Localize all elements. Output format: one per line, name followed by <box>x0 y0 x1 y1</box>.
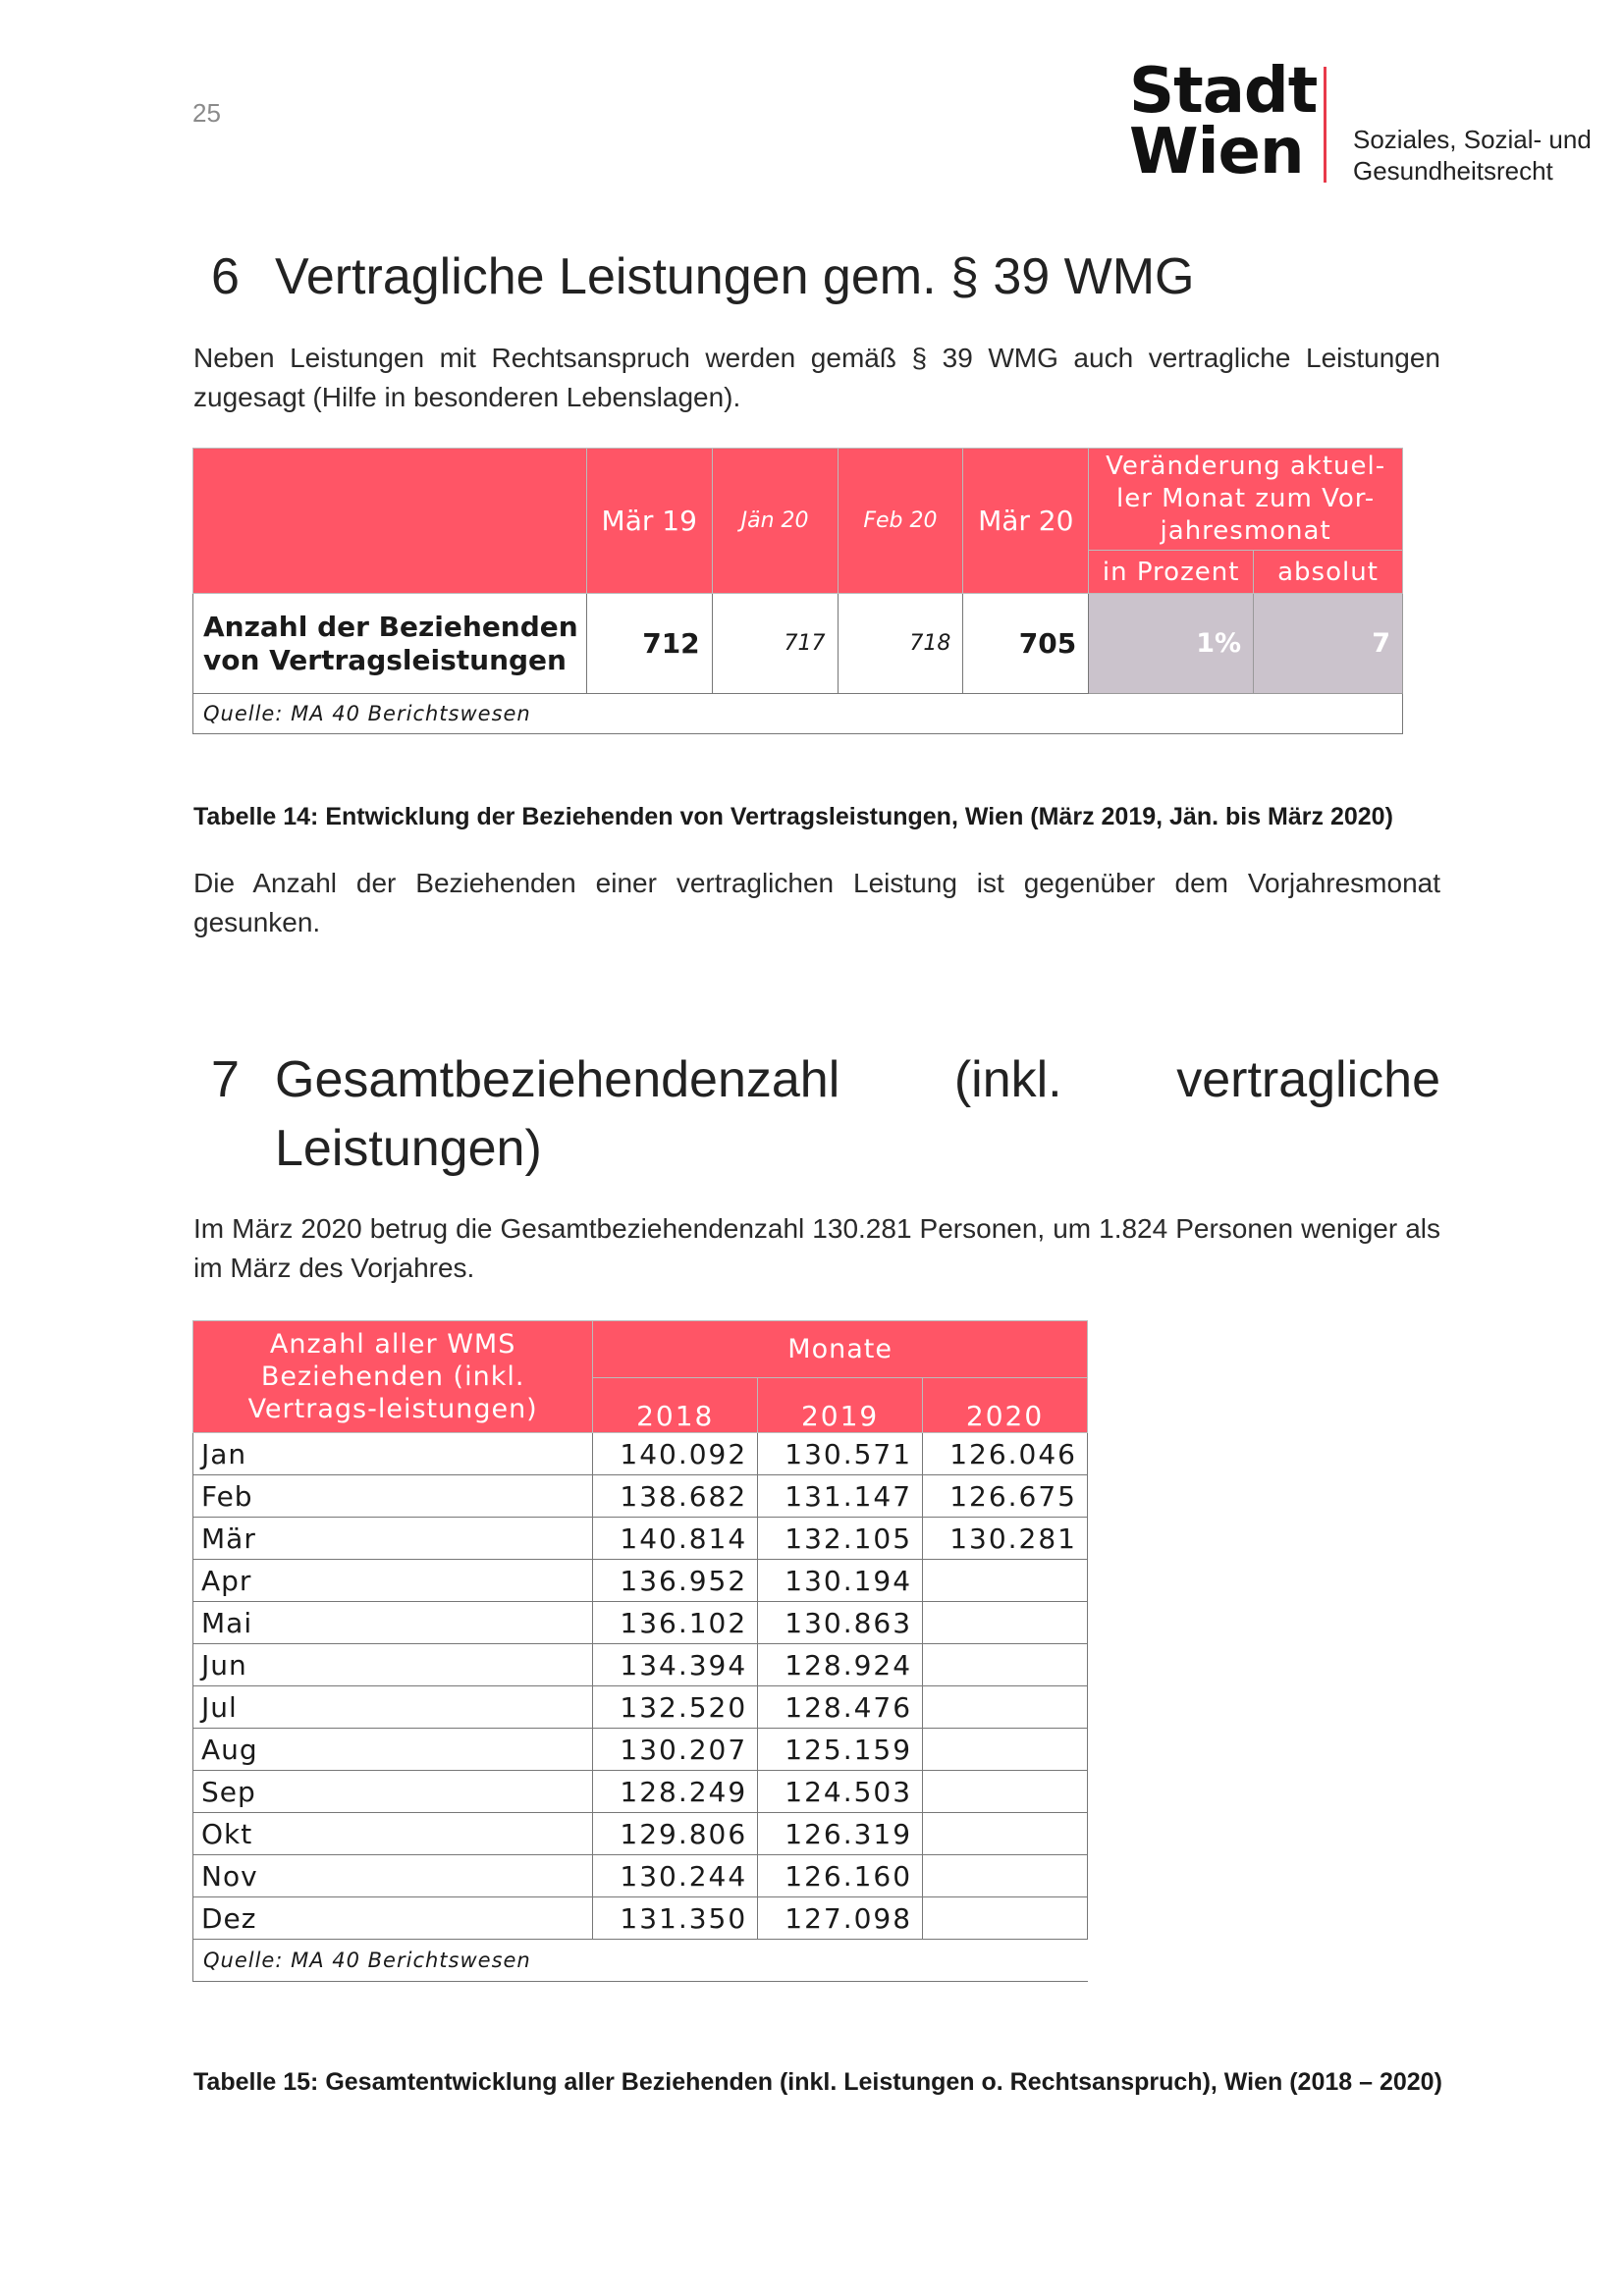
value-2019-cell: 126.160 <box>758 1855 923 1897</box>
table-row <box>193 1771 1088 1813</box>
value-2019-cell: 131.147 <box>758 1475 923 1518</box>
table-row <box>193 1518 1088 1560</box>
value-2018-cell: 134.394 <box>593 1644 758 1686</box>
table-15-body <box>193 1433 1088 1940</box>
value-2019-cell: 130.571 <box>758 1433 923 1475</box>
table-row <box>193 1644 1088 1686</box>
section-7-intro: Im März 2020 betrug die Gesamtbeziehendenzahl 130.281 Personen, um 1.824 Personen weniger als im März des Vorjahres. <box>193 1213 1440 1283</box>
value-2020-cell <box>923 1602 1088 1644</box>
value-2019-cell: 124.503 <box>758 1771 923 1813</box>
value-2020-cell <box>923 1897 1088 1940</box>
section-6-number: 6 <box>211 248 240 305</box>
section-7-title-word-1: Gesamtbeziehendenzahl <box>275 1051 840 1108</box>
table-15-group-header: Monate <box>593 1321 1088 1378</box>
table-14-value-jan20: 717 <box>712 594 838 694</box>
table-14-header-mar20: Mär 20 <box>963 449 1089 594</box>
section-7-title-line-2: Leistungen) <box>275 1120 542 1177</box>
month-cell: Feb <box>193 1475 593 1518</box>
value-2019-cell: 127.098 <box>758 1897 923 1940</box>
table-14-header-feb20: Feb 20 <box>838 449 963 594</box>
table-14-row-label: Anzahl der Beziehenden von Vertragsleistungen <box>193 594 587 694</box>
table-15-caption: Tabelle 15: Gesamtentwicklung aller Beziehenden (inkl. Leistungen o. Rechtsanspruch), Wien (2018 – 2020) <box>193 2068 1442 2096</box>
table-14-subheader-percent: in Prozent <box>1089 551 1254 594</box>
table-14-value-mar19: 712 <box>586 594 712 694</box>
value-2019-cell: 130.863 <box>758 1602 923 1644</box>
table-15-source: Quelle: MA 40 Berichtswesen <box>193 1940 1088 1982</box>
value-2018-cell: 140.092 <box>593 1433 758 1475</box>
value-2018-cell: 130.244 <box>593 1855 758 1897</box>
value-2020-cell: 130.281 <box>923 1518 1088 1560</box>
table-14 <box>192 448 1403 734</box>
month-cell: Jun <box>193 1644 593 1686</box>
table-row <box>193 1433 1088 1475</box>
value-2018-cell: 140.814 <box>593 1518 758 1560</box>
table-row <box>193 1897 1088 1940</box>
value-2020-cell <box>923 1686 1088 1729</box>
month-cell: Jul <box>193 1686 593 1729</box>
table-14-source: Quelle: MA 40 Berichtswesen <box>193 694 1403 734</box>
value-2020-cell <box>923 1729 1088 1771</box>
department-line-1: Soziales, Sozial- und <box>1353 125 1592 154</box>
value-2018-cell: 130.207 <box>593 1729 758 1771</box>
table-row <box>193 1686 1088 1729</box>
value-2019-cell: 125.159 <box>758 1729 923 1771</box>
stadt-wien-logo <box>1129 55 1318 188</box>
table-row <box>193 1602 1088 1644</box>
month-cell: Mai <box>193 1602 593 1644</box>
value-2018-cell: 132.520 <box>593 1686 758 1729</box>
paragraph-after-table-14: Die Anzahl der Beziehenden einer vertraglichen Leistung ist gegenüber dem Vorjahresmonat gesunken. <box>193 868 1440 937</box>
logo-divider <box>1324 67 1326 183</box>
value-2020-cell <box>923 1855 1088 1897</box>
value-2018-cell: 131.350 <box>593 1897 758 1940</box>
value-2020-cell: 126.675 <box>923 1475 1088 1518</box>
section-7-title-word-2: (inkl. <box>953 1051 1062 1108</box>
table-14-value-mar20: 705 <box>963 594 1089 694</box>
table-row <box>193 1729 1088 1771</box>
department-line-2: Gesundheitsrecht <box>1353 156 1553 186</box>
value-2018-cell: 136.952 <box>593 1560 758 1602</box>
table-15-year-2020: 2020 <box>923 1378 1088 1433</box>
section-7-number: 7 <box>211 1051 240 1108</box>
value-2019-cell: 126.319 <box>758 1813 923 1855</box>
value-2018-cell: 129.806 <box>593 1813 758 1855</box>
month-cell: Jan <box>193 1433 593 1475</box>
table-14-caption: Tabelle 14: Entwicklung der Beziehenden von Vertragsleistungen, Wien (März 2019, Jän. bis März 2020) <box>193 803 1393 830</box>
value-2020-cell <box>923 1771 1088 1813</box>
section-7-title-word-3: vertragliche <box>1176 1051 1440 1108</box>
table-14-corner-header <box>193 449 587 594</box>
section-6-title: Vertragliche Leistungen gem. § 39 WMG <box>275 248 1195 305</box>
table-14-value-feb20: 718 <box>838 594 963 694</box>
table-15-year-2019: 2019 <box>758 1378 923 1433</box>
section-6-heading <box>211 247 1448 306</box>
table-14-subheader-absolute: absolut <box>1254 551 1403 594</box>
table-15 <box>192 1320 1088 1982</box>
table-14-data-row <box>193 594 1403 694</box>
value-2019-cell: 128.924 <box>758 1644 923 1686</box>
table-14-change-absolute: 7 <box>1254 594 1403 694</box>
value-2020-cell <box>923 1644 1088 1686</box>
logo-line-1: Stadt <box>1129 55 1318 128</box>
table-14-header-jan20: Jän 20 <box>712 449 838 594</box>
table-15-year-2018: 2018 <box>593 1378 758 1433</box>
month-cell: Mär <box>193 1518 593 1560</box>
value-2020-cell <box>923 1560 1088 1602</box>
table-14-change-header: Veränderung aktuel-ler Monat zum Vor-jahresmonat <box>1089 449 1403 551</box>
table-row <box>193 1855 1088 1897</box>
value-2019-cell: 128.476 <box>758 1686 923 1729</box>
month-cell: Aug <box>193 1729 593 1771</box>
month-cell: Dez <box>193 1897 593 1940</box>
table-15-corner-header: Anzahl aller WMS Beziehenden (inkl. Vertrags-leistungen) <box>193 1321 593 1433</box>
value-2020-cell <box>923 1813 1088 1855</box>
department-name <box>1353 124 1592 187</box>
month-cell: Okt <box>193 1813 593 1855</box>
value-2019-cell: 132.105 <box>758 1518 923 1560</box>
table-row <box>193 1475 1088 1518</box>
table-row <box>193 1560 1088 1602</box>
section-7-heading <box>211 1050 1440 1178</box>
table-14-header-mar19: Mär 19 <box>586 449 712 594</box>
month-cell: Sep <box>193 1771 593 1813</box>
table-14-change-percent: 1% <box>1089 594 1254 694</box>
logo-line-2: Wien <box>1129 116 1304 188</box>
month-cell: Apr <box>193 1560 593 1602</box>
page-number: 25 <box>192 98 221 128</box>
section-6-intro: Neben Leistungen mit Rechtsanspruch werden gemäß § 39 WMG auch vertragliche Leistungen zugesagt (Hilfe in besonderen Lebenslagen). <box>193 343 1440 412</box>
value-2019-cell: 130.194 <box>758 1560 923 1602</box>
value-2018-cell: 136.102 <box>593 1602 758 1644</box>
value-2018-cell: 128.249 <box>593 1771 758 1813</box>
value-2018-cell: 138.682 <box>593 1475 758 1518</box>
month-cell: Nov <box>193 1855 593 1897</box>
table-row <box>193 1813 1088 1855</box>
value-2020-cell: 126.046 <box>923 1433 1088 1475</box>
